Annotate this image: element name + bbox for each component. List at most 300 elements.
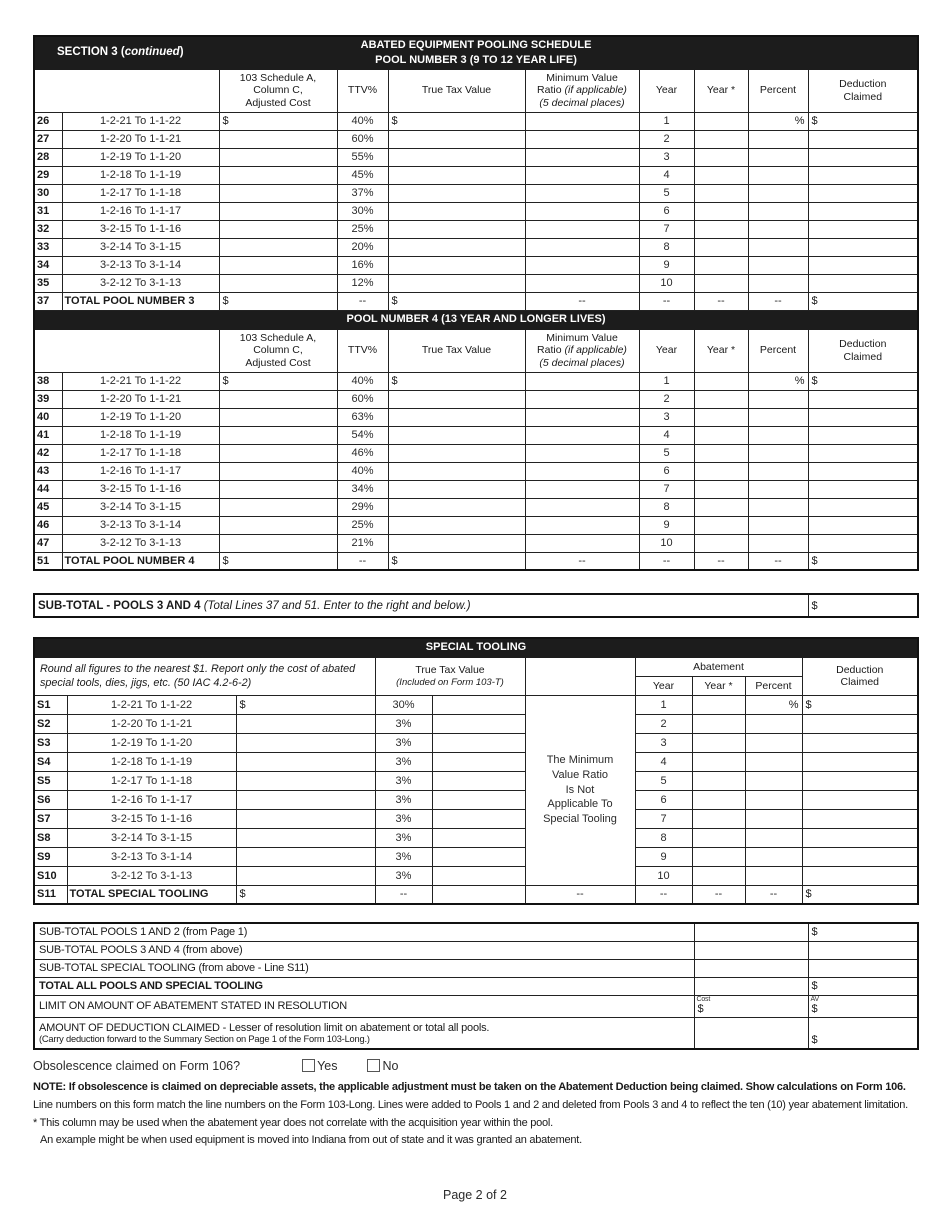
cell-min-value-ratio[interactable] — [525, 220, 639, 238]
cell-percent[interactable] — [745, 847, 802, 866]
cell-ttv-percent: 3% — [375, 714, 432, 733]
cell-acquisition-dates: 1-2-19 To 1-1-20 — [67, 733, 236, 752]
cell-adjusted-cost[interactable] — [219, 516, 337, 534]
cell-percent[interactable] — [745, 828, 802, 847]
cell-adjusted-cost[interactable] — [236, 828, 375, 847]
cell-min-value-ratio[interactable] — [525, 480, 639, 498]
cell-acquisition-dates: 3-2-12 To 3-1-13 — [62, 534, 219, 552]
cell-year: 5 — [639, 184, 694, 202]
cell-acquisition-dates: 3-2-14 To 3-1-15 — [62, 498, 219, 516]
cell-acquisition-dates: 3-2-12 To 3-1-13 — [67, 866, 236, 885]
cell-acquisition-dates: 3-2-13 To 3-1-14 — [62, 256, 219, 274]
header-true-tax-value: True Tax Value (Included on Form 103-T) — [375, 657, 525, 695]
cell-ttv-percent: 60% — [337, 390, 388, 408]
cell-year-alt[interactable] — [694, 426, 748, 444]
cell-acquisition-dates: 1-2-20 To 1-1-21 — [62, 390, 219, 408]
cell-adjusted-cost[interactable] — [219, 480, 337, 498]
cell-min-value-ratio[interactable] — [525, 274, 639, 292]
cell-deduction-claimed[interactable] — [808, 166, 918, 184]
cell-line-number: 32 — [34, 220, 62, 238]
cell-min-value-ratio[interactable] — [525, 516, 639, 534]
cell-deduction-claimed[interactable] — [808, 148, 918, 166]
table-row — [34, 828, 918, 847]
table-row — [34, 390, 918, 408]
cell-year-alt[interactable] — [694, 480, 748, 498]
cell-ttv-percent: 21% — [337, 534, 388, 552]
cell-min-value-ratio[interactable] — [525, 426, 639, 444]
cell-adjusted-cost[interactable]: $ — [236, 885, 375, 904]
cell-true-tax-value[interactable] — [388, 166, 525, 184]
cell-year-alt[interactable] — [692, 771, 745, 790]
cell-year-alt[interactable] — [694, 516, 748, 534]
cell-percent[interactable] — [748, 202, 808, 220]
cell-year-alt[interactable] — [694, 256, 748, 274]
cell-percent[interactable] — [748, 148, 808, 166]
cell-adjusted-cost[interactable] — [219, 274, 337, 292]
subtotal-amount-field[interactable]: $ — [808, 594, 918, 617]
cell-true-tax-value[interactable] — [432, 714, 525, 733]
cell-adjusted-cost[interactable] — [219, 220, 337, 238]
cell-true-tax-value[interactable] — [388, 426, 525, 444]
cell-year-alt[interactable] — [694, 462, 748, 480]
cell-true-tax-value[interactable] — [388, 516, 525, 534]
cell-adjusted-cost[interactable] — [219, 498, 337, 516]
cell-min-value-ratio[interactable] — [525, 408, 639, 426]
cell-year: -- — [635, 885, 692, 904]
cell-year-alt: -- — [694, 292, 748, 310]
cell-deduction-claimed[interactable]: $ — [808, 112, 918, 130]
cell-deduction-claimed[interactable] — [808, 130, 918, 148]
cell-adjusted-cost[interactable] — [236, 847, 375, 866]
cell-min-value-ratio[interactable] — [525, 238, 639, 256]
cell-line-number: 26 — [34, 112, 62, 130]
cell-acquisition-dates: 1-2-18 To 1-1-19 — [62, 426, 219, 444]
cell-adjusted-cost[interactable] — [219, 184, 337, 202]
cell-year-alt[interactable] — [694, 130, 748, 148]
cell-acquisition-dates: 1-2-16 To 1-1-17 — [67, 790, 236, 809]
cell-acquisition-dates: 3-2-15 To 1-1-16 — [62, 480, 219, 498]
cell-line-number: S5 — [34, 771, 67, 790]
cell-deduction-claimed[interactable] — [808, 238, 918, 256]
cell-acquisition-dates: 3-2-14 To 3-1-15 — [62, 238, 219, 256]
summary-av-field[interactable]: AV $ — [808, 995, 918, 1017]
cell-acquisition-dates: 3-2-12 To 3-1-13 — [62, 274, 219, 292]
cell-percent: -- — [748, 292, 808, 310]
cell-adjusted-cost[interactable]: $ — [219, 552, 337, 570]
cell-year: 9 — [639, 516, 694, 534]
header-percent: Percent — [748, 329, 808, 372]
cell-percent[interactable] — [745, 809, 802, 828]
cell-true-tax-value[interactable] — [388, 498, 525, 516]
cell-true-tax-value[interactable] — [432, 733, 525, 752]
cell-min-value-ratio[interactable] — [525, 498, 639, 516]
cell-acquisition-dates: 3-2-15 To 1-1-16 — [62, 220, 219, 238]
cell-year-alt[interactable] — [694, 166, 748, 184]
pooling-schedule-table — [33, 35, 919, 571]
header-year-alt: Year * — [694, 329, 748, 372]
cell-percent[interactable] — [748, 480, 808, 498]
cell-ttv-percent: 40% — [337, 462, 388, 480]
table-row — [34, 274, 918, 292]
cell-percent[interactable] — [745, 733, 802, 752]
cell-deduction-claimed[interactable] — [802, 809, 918, 828]
cell-percent[interactable] — [748, 130, 808, 148]
summary-amount-field[interactable]: $ — [808, 977, 918, 995]
cell-true-tax-value[interactable] — [388, 462, 525, 480]
cell-percent[interactable] — [748, 220, 808, 238]
cell-adjusted-cost[interactable] — [219, 130, 337, 148]
cell-min-value-ratio[interactable] — [525, 534, 639, 552]
cell-true-tax-value[interactable] — [432, 771, 525, 790]
cell-true-tax-value[interactable] — [432, 885, 525, 904]
cell-acquisition-dates: TOTAL SPECIAL TOOLING — [67, 885, 236, 904]
cell-ttv-percent: 20% — [337, 238, 388, 256]
table-row — [34, 220, 918, 238]
cell-acquisition-dates: 3-2-13 To 3-1-14 — [62, 516, 219, 534]
cell-year-alt[interactable] — [694, 202, 748, 220]
cell-year-alt[interactable] — [694, 274, 748, 292]
cell-year-alt[interactable] — [694, 372, 748, 390]
cell-year-alt[interactable] — [694, 184, 748, 202]
cell-line-number: 46 — [34, 516, 62, 534]
table-row — [34, 372, 918, 390]
cell-year: 3 — [639, 408, 694, 426]
cell-deduction-claimed[interactable] — [802, 847, 918, 866]
cell-percent[interactable] — [748, 256, 808, 274]
cell-percent[interactable] — [745, 866, 802, 885]
summary-amount-field[interactable]: $ — [808, 923, 918, 941]
cell-deduction-claimed[interactable] — [808, 220, 918, 238]
cell-adjusted-cost[interactable]: $ — [219, 292, 337, 310]
summary-label: SUB-TOTAL SPECIAL TOOLING (from above - Line S11) — [34, 959, 694, 977]
cell-year-alt[interactable] — [694, 534, 748, 552]
cell-percent[interactable] — [748, 498, 808, 516]
cell-percent[interactable] — [748, 166, 808, 184]
cell-adjusted-cost[interactable] — [236, 733, 375, 752]
cell-year-alt[interactable] — [692, 828, 745, 847]
cell-true-tax-value[interactable] — [388, 534, 525, 552]
note-year-column: * This column may be used when the abatement year does not correlate with the acquisition year within the pool. — [33, 1116, 553, 1129]
cell-ttv-percent: 63% — [337, 408, 388, 426]
cell-true-tax-value[interactable] — [388, 202, 525, 220]
cell-percent[interactable] — [745, 771, 802, 790]
cell-deduction-claimed[interactable] — [808, 534, 918, 552]
cell-year: 1 — [635, 695, 692, 714]
special-tooling-table — [33, 637, 919, 905]
cell-true-tax-value[interactable] — [388, 480, 525, 498]
cell-year: 6 — [639, 202, 694, 220]
cell-deduction-claimed[interactable] — [808, 426, 918, 444]
table-row — [34, 809, 918, 828]
cell-deduction-claimed[interactable] — [808, 256, 918, 274]
cell-adjusted-cost[interactable] — [236, 866, 375, 885]
cell-min-value-ratio[interactable] — [525, 130, 639, 148]
total-row — [34, 292, 918, 310]
cell-min-value-ratio[interactable] — [525, 202, 639, 220]
cell-percent[interactable] — [745, 752, 802, 771]
blank-header — [34, 329, 219, 372]
obsolescence-section — [33, 1059, 917, 1073]
cell-year: 6 — [639, 462, 694, 480]
cell-min-value-ratio[interactable] — [525, 256, 639, 274]
cell-true-tax-value[interactable] — [432, 752, 525, 771]
cell-min-value-ratio[interactable] — [525, 462, 639, 480]
cell-true-tax-value[interactable] — [388, 444, 525, 462]
cell-year-alt[interactable] — [694, 148, 748, 166]
total-row — [34, 552, 918, 570]
cell-percent[interactable] — [745, 790, 802, 809]
table-row — [34, 733, 918, 752]
cell-line-number: 30 — [34, 184, 62, 202]
cell-deduction-claimed[interactable] — [808, 444, 918, 462]
cell-year-alt[interactable] — [692, 790, 745, 809]
cell-percent[interactable] — [745, 714, 802, 733]
cell-year-alt[interactable] — [694, 444, 748, 462]
cell-adjusted-cost[interactable]: $ — [219, 372, 337, 390]
cell-percent[interactable] — [748, 426, 808, 444]
cell-deduction-claimed[interactable]: $ — [808, 292, 918, 310]
table-row — [34, 166, 918, 184]
cell-year-alt[interactable] — [694, 390, 748, 408]
cell-deduction-claimed[interactable] — [808, 184, 918, 202]
cell-year-alt[interactable] — [694, 220, 748, 238]
cell-ttv-percent: 54% — [337, 426, 388, 444]
cell-line-number: S6 — [34, 790, 67, 809]
cell-percent[interactable] — [748, 184, 808, 202]
cell-true-tax-value[interactable]: $ — [388, 112, 525, 130]
cell-adjusted-cost[interactable] — [219, 390, 337, 408]
cell-percent[interactable] — [748, 408, 808, 426]
cell-ttv-percent: 3% — [375, 847, 432, 866]
cell-ttv-percent: 45% — [337, 166, 388, 184]
cell-percent[interactable] — [748, 534, 808, 552]
cell-min-value-ratio[interactable] — [525, 444, 639, 462]
cell-ttv-percent: 40% — [337, 112, 388, 130]
cell-true-tax-value[interactable] — [388, 274, 525, 292]
table-row — [34, 408, 918, 426]
cell-year-alt[interactable] — [694, 112, 748, 130]
cell-acquisition-dates: 1-2-20 To 1-1-21 — [67, 714, 236, 733]
cell-deduction-claimed[interactable] — [802, 866, 918, 885]
cell-line-number: 41 — [34, 426, 62, 444]
cell-min-value-ratio[interactable] — [525, 390, 639, 408]
cell-line-number: 51 — [34, 552, 62, 570]
cell-true-tax-value[interactable]: $ — [388, 292, 525, 310]
cell-adjusted-cost[interactable] — [219, 462, 337, 480]
cell-adjusted-cost[interactable] — [219, 426, 337, 444]
header-percent: Percent — [748, 69, 808, 112]
cell-deduction-claimed[interactable] — [808, 274, 918, 292]
cell-year: 10 — [635, 866, 692, 885]
cell-year: 8 — [639, 498, 694, 516]
cell-true-tax-value[interactable] — [388, 148, 525, 166]
cell-ttv-percent: 55% — [337, 148, 388, 166]
header-adjusted-cost: 103 Schedule A, Column C, Adjusted Cost — [219, 329, 337, 372]
header-abatement: Abatement — [635, 657, 802, 676]
cell-deduction-claimed[interactable]: $ — [802, 885, 918, 904]
cell-true-tax-value[interactable] — [432, 866, 525, 885]
cell-deduction-claimed[interactable]: $ — [808, 552, 918, 570]
cell-acquisition-dates: 1-2-21 To 1-1-22 — [62, 372, 219, 390]
cell-ttv-percent: 34% — [337, 480, 388, 498]
note-example: An example might be when used equipment is moved into Indiana from out of state and it was granted an abatement. — [40, 1134, 582, 1147]
cell-adjusted-cost[interactable]: $ — [219, 112, 337, 130]
note-obsolescence: NOTE: If obsolescence is claimed on depreciable assets, the applicable adjustment must be taken on the Abatement Deduction being claimed. Show calculations on Form 106. — [33, 1081, 906, 1093]
cell-deduction-claimed[interactable]: $ — [802, 695, 918, 714]
cell-min-value-ratio[interactable] — [525, 166, 639, 184]
cell-acquisition-dates: 1-2-19 To 1-1-20 — [62, 408, 219, 426]
cell-year: -- — [639, 552, 694, 570]
cell-deduction-claimed[interactable] — [802, 828, 918, 847]
cell-percent[interactable] — [748, 516, 808, 534]
cell-true-tax-value[interactable] — [388, 238, 525, 256]
cell-true-tax-value[interactable]: $ — [388, 372, 525, 390]
header-min-value-ratio: Minimum Value Ratio (if applicable) (5 decimal places) — [525, 329, 639, 372]
summary-label: LIMIT ON AMOUNT OF ABATEMENT STATED IN RESOLUTION — [34, 995, 694, 1017]
cell-line-number: 35 — [34, 274, 62, 292]
cell-true-tax-value[interactable] — [388, 408, 525, 426]
yes-checkbox[interactable] — [302, 1059, 315, 1072]
cell-deduction-claimed[interactable] — [802, 771, 918, 790]
cell-year-alt[interactable] — [692, 695, 745, 714]
cell-true-tax-value[interactable] — [432, 809, 525, 828]
cell-true-tax-value[interactable] — [388, 130, 525, 148]
table-row — [34, 714, 918, 733]
cell-adjusted-cost[interactable] — [219, 408, 337, 426]
cell-adjusted-cost[interactable] — [219, 166, 337, 184]
cell-true-tax-value[interactable]: $ — [388, 552, 525, 570]
cell-acquisition-dates: 1-2-18 To 1-1-19 — [67, 752, 236, 771]
cell-year-alt[interactable] — [692, 714, 745, 733]
cell-ttv-percent: 3% — [375, 733, 432, 752]
cell-deduction-claimed[interactable] — [802, 714, 918, 733]
cell-year-alt[interactable] — [694, 408, 748, 426]
summary-amount-field[interactable] — [808, 959, 918, 977]
cell-true-tax-value[interactable] — [432, 828, 525, 847]
header-percent: Percent — [745, 676, 802, 695]
cell-percent[interactable] — [748, 238, 808, 256]
cell-adjusted-cost[interactable] — [236, 752, 375, 771]
header-year: Year — [639, 69, 694, 112]
cell-year: 9 — [639, 256, 694, 274]
header-ttv-percent: TTV% — [337, 69, 388, 112]
cell-year: 10 — [639, 274, 694, 292]
table-row — [34, 498, 918, 516]
cell-deduction-claimed[interactable] — [802, 733, 918, 752]
cell-true-tax-value[interactable] — [432, 695, 525, 714]
cell-deduction-claimed[interactable] — [808, 390, 918, 408]
table-row — [34, 480, 918, 498]
summary-label: SUB-TOTAL POOLS 3 AND 4 (from above) — [34, 941, 694, 959]
cell-percent[interactable] — [748, 390, 808, 408]
cell-line-number: 42 — [34, 444, 62, 462]
cell-deduction-claimed[interactable]: $ — [808, 372, 918, 390]
summary-amount-field[interactable] — [808, 941, 918, 959]
cell-deduction-claimed[interactable] — [808, 202, 918, 220]
cell-line-number: 34 — [34, 256, 62, 274]
cell-deduction-claimed[interactable] — [808, 480, 918, 498]
cell-acquisition-dates: 1-2-16 To 1-1-17 — [62, 462, 219, 480]
cell-line-number: S2 — [34, 714, 67, 733]
cell-year-alt[interactable] — [692, 866, 745, 885]
cell-line-number: 27 — [34, 130, 62, 148]
cell-line-number: 33 — [34, 238, 62, 256]
cell-acquisition-dates: 3-2-15 To 1-1-16 — [67, 809, 236, 828]
cell-ttv-percent: 25% — [337, 516, 388, 534]
cell-min-value-ratio[interactable] — [525, 372, 639, 390]
cell-adjusted-cost[interactable] — [219, 202, 337, 220]
cell-deduction-claimed[interactable] — [808, 516, 918, 534]
cell-true-tax-value[interactable] — [432, 847, 525, 866]
cell-adjusted-cost[interactable] — [236, 809, 375, 828]
cell-line-number: S9 — [34, 847, 67, 866]
pool4-subtitle: POOL NUMBER 4 (13 YEAR AND LONGER LIVES) — [346, 313, 606, 326]
cell-adjusted-cost[interactable] — [236, 771, 375, 790]
summary-row-subtotal-3-4 — [34, 941, 918, 959]
no-checkbox[interactable] — [367, 1059, 380, 1072]
cell-true-tax-value[interactable] — [388, 390, 525, 408]
cell-year-alt[interactable] — [692, 733, 745, 752]
cell-deduction-claimed[interactable] — [808, 408, 918, 426]
cell-ttv-percent: 46% — [337, 444, 388, 462]
cell-percent[interactable]: % — [745, 695, 802, 714]
cell-true-tax-value[interactable] — [388, 220, 525, 238]
summary-cost-field[interactable]: Cost $ — [694, 995, 808, 1017]
cell-percent[interactable] — [748, 274, 808, 292]
cell-year: 1 — [639, 112, 694, 130]
cell-line-number: 44 — [34, 480, 62, 498]
cell-true-tax-value[interactable] — [388, 184, 525, 202]
cell-adjusted-cost[interactable] — [236, 714, 375, 733]
special-header-row-1 — [34, 657, 918, 676]
cell-percent[interactable] — [748, 462, 808, 480]
cell-percent[interactable] — [748, 444, 808, 462]
cell-year-alt[interactable] — [694, 238, 748, 256]
cell-min-value-ratio[interactable] — [525, 184, 639, 202]
cell-year-alt[interactable] — [692, 809, 745, 828]
cell-year-alt[interactable] — [692, 847, 745, 866]
cell-percent[interactable]: % — [748, 372, 808, 390]
cell-adjusted-cost[interactable] — [219, 534, 337, 552]
cell-adjusted-cost[interactable] — [236, 790, 375, 809]
cell-adjusted-cost[interactable]: $ — [236, 695, 375, 714]
summary-amount-field[interactable]: $ — [808, 1017, 918, 1049]
header-year: Year — [635, 676, 692, 695]
cell-year-alt[interactable] — [692, 752, 745, 771]
min-value-ratio-notice: The Minimum Value Ratio Is Not Applicable To Special Tooling — [525, 695, 635, 885]
cell-year-alt[interactable] — [694, 498, 748, 516]
cell-adjusted-cost[interactable] — [219, 148, 337, 166]
cell-deduction-claimed[interactable] — [808, 462, 918, 480]
cell-adjusted-cost[interactable] — [219, 444, 337, 462]
table-row — [34, 184, 918, 202]
cell-deduction-claimed[interactable] — [808, 498, 918, 516]
cell-acquisition-dates: 1-2-18 To 1-1-19 — [62, 166, 219, 184]
cell-min-value-ratio[interactable] — [525, 112, 639, 130]
cell-true-tax-value[interactable] — [432, 790, 525, 809]
cell-deduction-claimed[interactable] — [802, 752, 918, 771]
cell-adjusted-cost[interactable] — [219, 256, 337, 274]
cell-adjusted-cost[interactable] — [219, 238, 337, 256]
subtotal-row — [34, 594, 918, 617]
cell-min-value-ratio[interactable] — [525, 148, 639, 166]
cell-line-number: 47 — [34, 534, 62, 552]
summary-row-subtotal-special — [34, 959, 918, 977]
summary-mid-cell — [694, 959, 808, 977]
cell-deduction-claimed[interactable] — [802, 790, 918, 809]
cell-percent[interactable]: % — [748, 112, 808, 130]
cell-true-tax-value[interactable] — [388, 256, 525, 274]
